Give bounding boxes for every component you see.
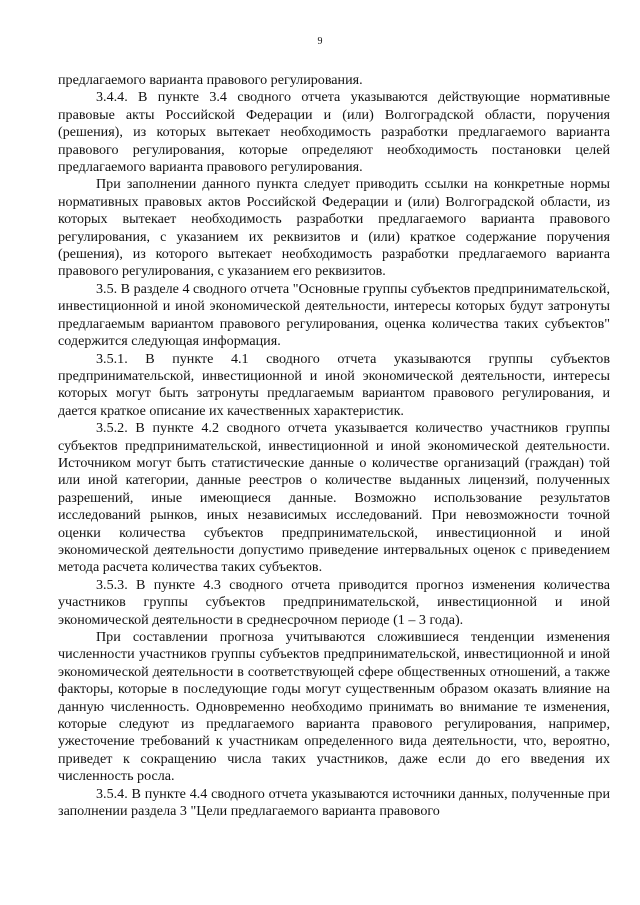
paragraph-forecast: При составлении прогноза учитываются сложившиеся тенденции изменения численности участников группы субъектов предпринимательской, инвестиционной и иной экономической деятельности в соответствующей сфере общественных отношений, а также факторы, которые в последующие годы могут существенным образом оказать влияние на данную численность. Одновременно необходимо принимать во внимание те изменения, которые следуют из предлагаемого варианта правового регулирования, например, ужесточение требований к участникам определенного вида деятельности, что, вероятно, приведет к сокращению числа таких участников, даже если до его введения их численность росла. bbox=[58, 629, 610, 785]
paragraph-3-5-1: 3.5.1. В пункте 4.1 сводного отчета указываются группы субъектов предпринимательской, инвестиционной и иной экономической деятельности, интересы которых могут быть затронуты предлагаемым вариантом правового регулирования, и дается краткое описание их качественных характеристик. bbox=[58, 350, 610, 419]
paragraph-continuation: предлагаемого варианта правового регулирования. bbox=[58, 72, 363, 88]
paragraph-3-5-4: 3.5.4. В пункте 4.4 сводного отчета указываются источники данных, полученные при заполнении раздела 3 "Цели предлагаемого варианта правового bbox=[58, 785, 610, 820]
paragraph-3-5-3: 3.5.3. В пункте 4.3 сводного отчета приводится прогноз изменения количества участников группы субъектов предпринимательской, инвестиционной и иной экономической деятельности в среднесрочном периоде (1 – 3 года). bbox=[58, 576, 610, 628]
paragraph-3-5-2: 3.5.2. В пункте 4.2 сводного отчета указывается количество участников группы субъектов предпринимательской, инвестиционной и иной экономической деятельности. Источником могут быть статистические данные о количестве организаций (граждан) той или иной категории, данные реестров о количестве выданных лицензий, полученных разрешений, иные имеющиеся данные. Возможно использование результатов исследований рынков, иных независимых исследований. При невозможности точной оценки количества субъектов предпринимательской, инвестиционной и иной экономической деятельности допустимо приведение интервальных оценок с приведением метода расчета количества таких субъектов. bbox=[58, 420, 610, 576]
paragraph-3-5: 3.5. В разделе 4 сводного отчета "Основные группы субъектов предпринимательской, инвестиционной и иной экономической деятельности, интересы которых будут затронуты предлагаемым вариантом правового регулирования, оценка количества таких субъектов" содержится следующая информация. bbox=[58, 280, 610, 350]
paragraph-3-4-4: 3.4.4. В пункте 3.4 сводного отчета указываются действующие нормативные правовые акты Российской Федерации и (или) Волгоградской области, поручения (решения), из которых вытекает необходимость разработки предлагаемого варианта правового регулирования, которые определяют необходимость постановки целей предлагаемого варианта правового регулирования. bbox=[58, 89, 610, 176]
paragraph-references: При заполнении данного пункта следует приводить ссылки на конкретные нормы нормативных правовых актов Российской Федерации и (или) Волгоградской области, из которых вытекает необходимость разработки предлагаемого варианта правового регулирования, с указанием их реквизитов и (или) краткое содержание поручения (решения), из которого вытекает необходимость разработки предлагаемого варианта правового регулирования, с указанием его реквизитов. bbox=[58, 176, 610, 280]
page-number: 9 bbox=[317, 36, 323, 47]
document-body bbox=[58, 72, 610, 820]
